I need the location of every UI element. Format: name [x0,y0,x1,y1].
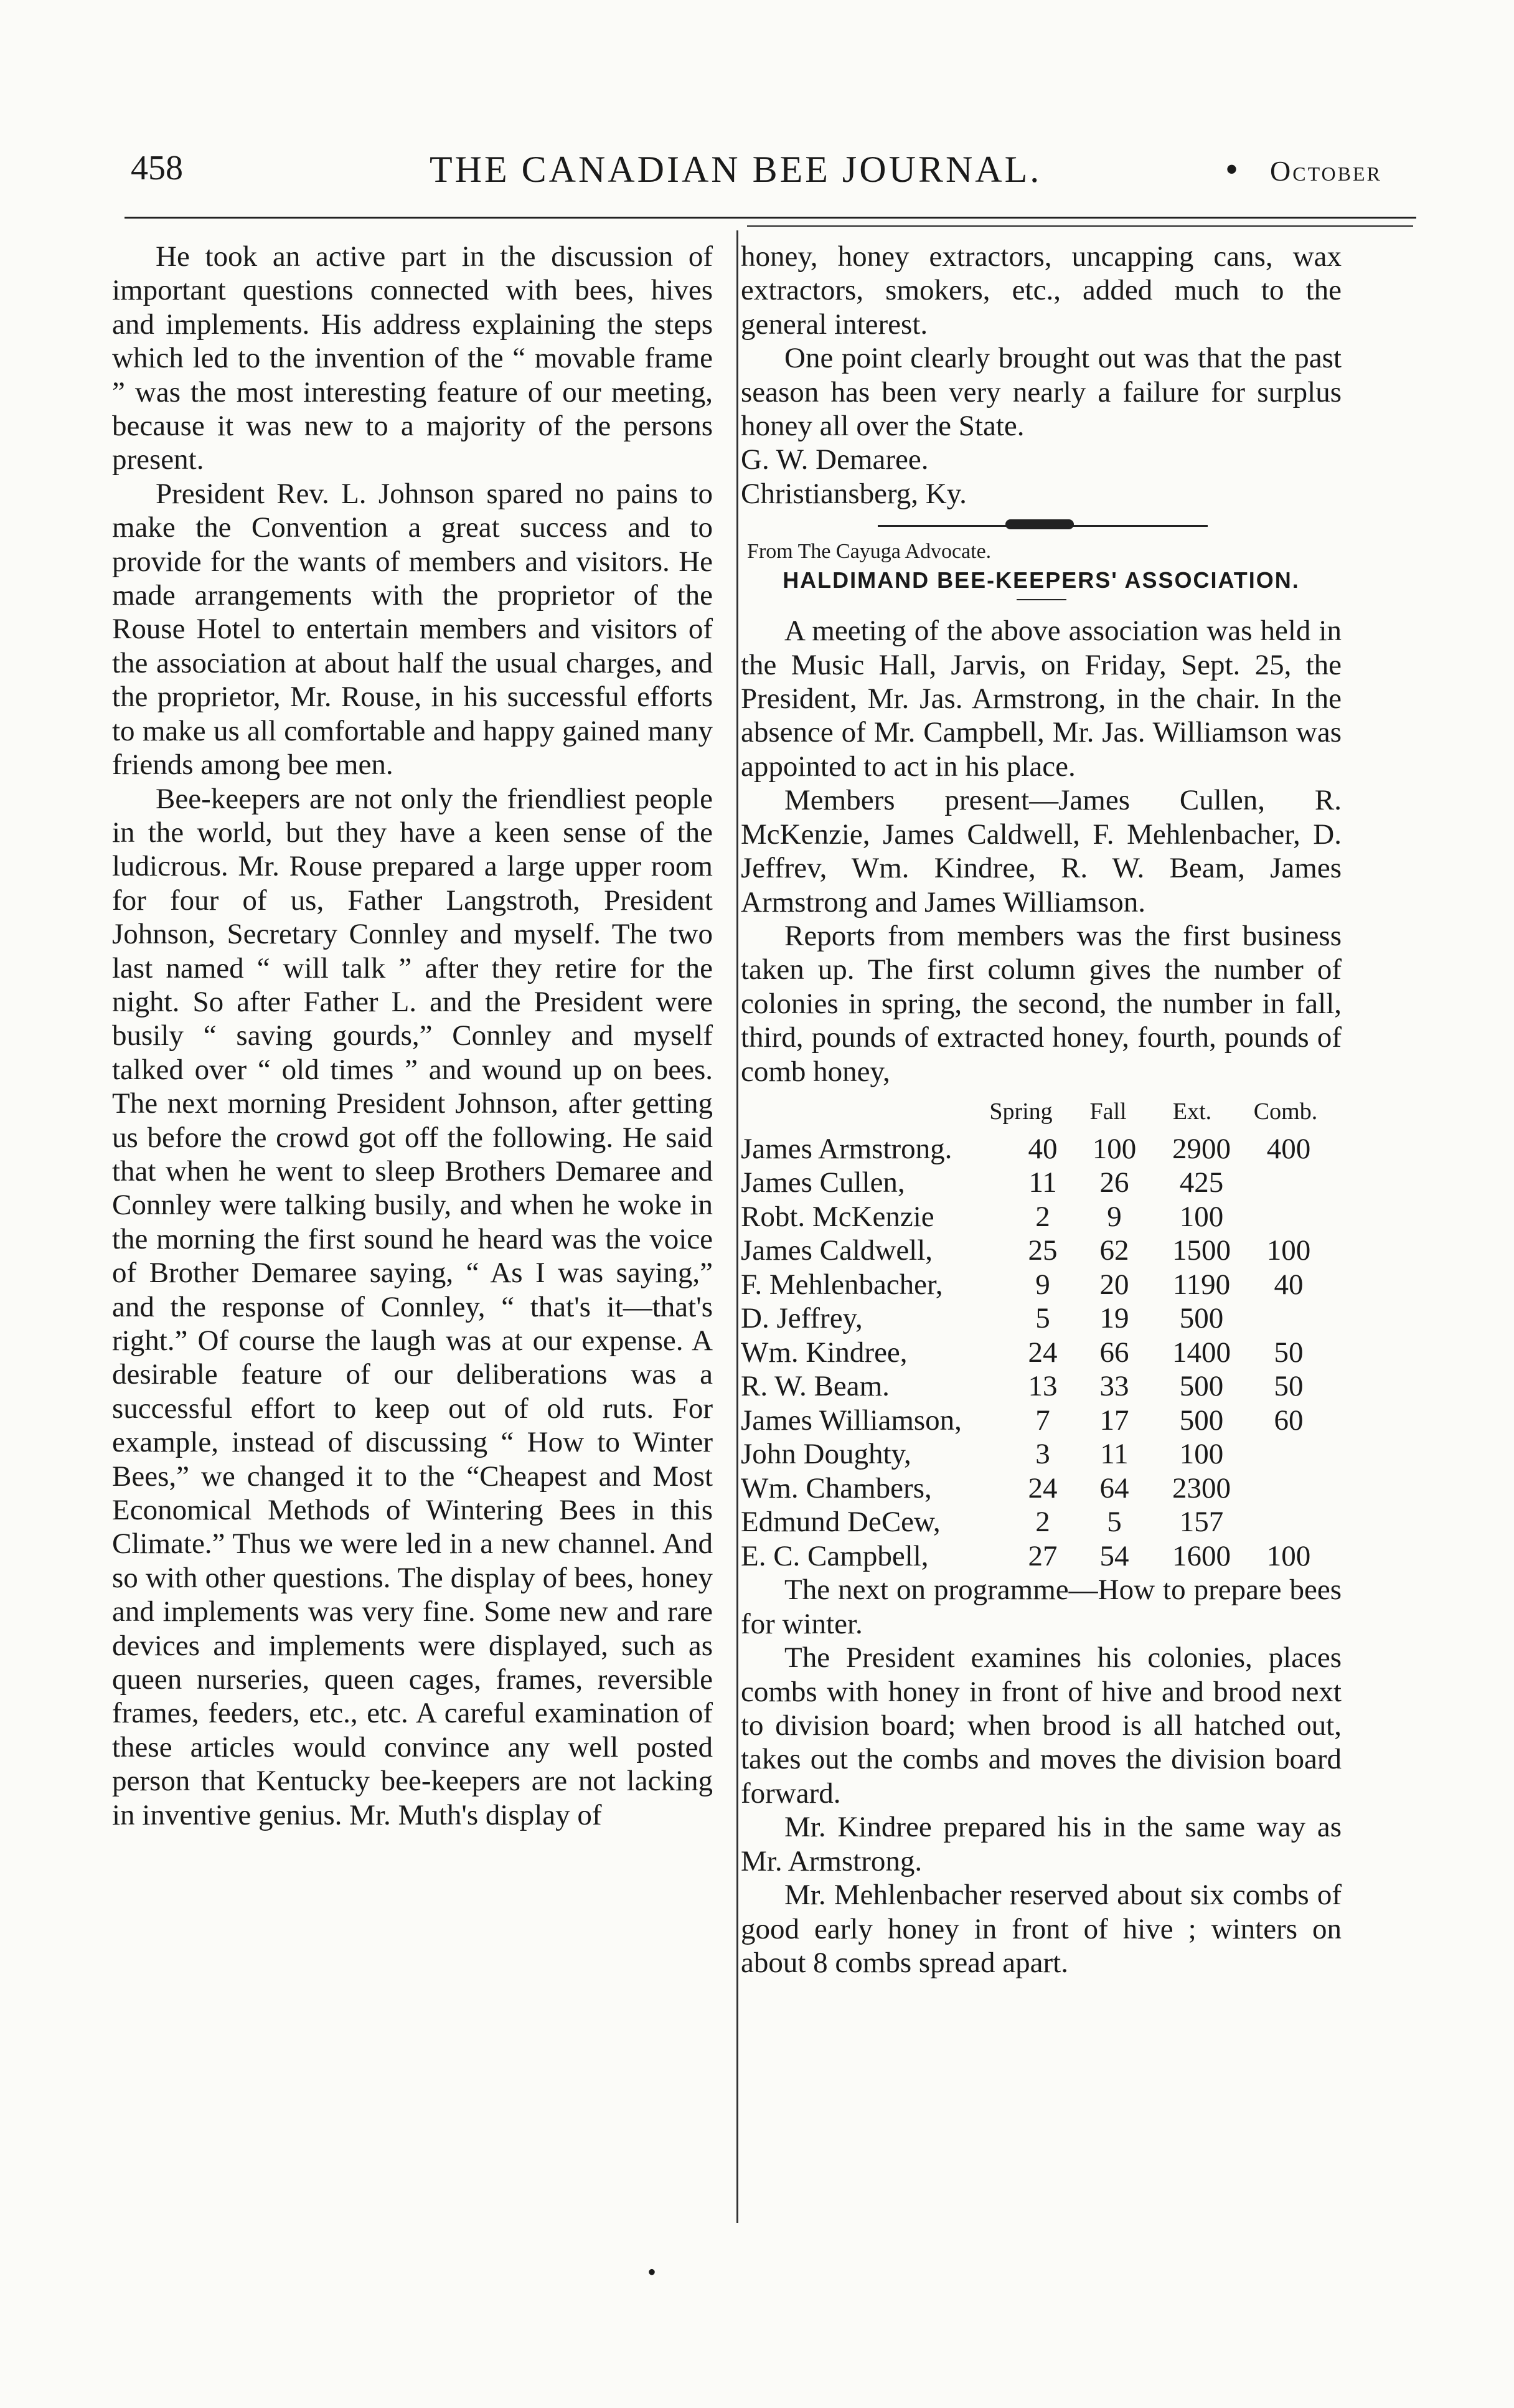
table-cell-fall: 100 [1092,1132,1137,1165]
page-header [131,148,1413,204]
table-body [741,1132,1342,1574]
colony-report-table [741,1095,1342,1574]
table-row [741,1505,1342,1539]
table-cell-spring: 3 [1035,1438,1050,1471]
table-cell-comb: 400 [1266,1132,1311,1165]
table-row [741,1369,1342,1404]
table-cell-name: R. W. Beam. [741,1370,890,1403]
issue-month: October [1270,155,1382,187]
table-cell-fall: 5 [1107,1506,1122,1539]
table-cell-name: James Williamson, [741,1404,962,1437]
left-column [112,240,713,1832]
table-cell-spring: 40 [1028,1132,1058,1165]
table-cell-fall: 62 [1099,1234,1129,1267]
column-divider [736,230,738,2223]
paragraph: One point clearly brought out was that the past season has been very nearly a failure for surplus honey all over the State. [741,342,1342,443]
table-cell-ext: 1400 [1172,1336,1231,1369]
table-cell-name: Wm. Kindree, [741,1336,908,1369]
table-cell-comb: 100 [1266,1539,1311,1572]
table-cell-spring: 2 [1035,1200,1050,1233]
header-extracted: Ext. [1172,1098,1212,1125]
table-cell-spring: 27 [1028,1539,1058,1572]
table-cell-fall: 9 [1107,1200,1122,1233]
paragraph-continuation: honey, honey extractors, uncapping cans, wax extractors, smokers, etc., added much to the general interest. [741,240,1342,341]
table-cell-spring: 2 [1035,1506,1050,1539]
table-cell-name: D. Jeffrey, [741,1302,863,1335]
table-cell-ext: 1500 [1172,1234,1231,1267]
paragraph: A meeting of the above association was held in the Music Hall, Jarvis, on Friday, Sept. 25, the President, Mr. Jas. Armstrong, in the chair. In the absence of Mr. Campbell, Mr. Jas. Williamson was appointed to act in his place. [741,615,1342,783]
footer-dot: • [647,2258,657,2286]
table-cell-fall: 54 [1099,1539,1129,1572]
table-cell-spring: 24 [1028,1336,1058,1369]
table-cell-comb: 50 [1274,1336,1304,1369]
paragraph: The President examines his colonies, places combs with honey in front of hive and brood next to division board; when brood is all hatched out, takes out the combs and moves the division board forward. [741,1641,1342,1810]
table-cell-name: James Cullen, [741,1166,905,1199]
table-cell-fall: 11 [1100,1438,1129,1471]
table-cell-ext: 2300 [1172,1471,1231,1504]
table-cell-fall: 26 [1099,1166,1129,1199]
table-cell-fall: 20 [1099,1268,1129,1301]
table-cell-ext: 1600 [1172,1539,1231,1572]
page-number: 458 [131,149,183,187]
header-spring: Spring [989,1098,1053,1125]
table-cell-ext: 157 [1179,1506,1224,1539]
table-cell-ext: 500 [1179,1370,1224,1403]
section-ornament-rule [878,518,1208,533]
header-dot: • [1225,149,1239,190]
table-cell-name: Edmund DeCew, [741,1506,941,1539]
table-row [741,1200,1342,1234]
table-row [741,1234,1342,1268]
header-rule [125,217,1416,219]
right-column [741,240,1342,1980]
table-row [741,1336,1342,1370]
table-row [741,1268,1342,1302]
header-comb: Comb. [1253,1098,1318,1125]
table-cell-spring: 11 [1028,1166,1057,1199]
paragraph: Mr. Kindree prepared his in the same way as Mr. Armstrong. [741,1811,1342,1877]
table-cell-ext: 1190 [1172,1268,1231,1301]
table-cell-fall: 66 [1099,1336,1129,1369]
table-cell-fall: 19 [1099,1302,1129,1335]
table-cell-name: James Caldwell, [741,1234,933,1267]
paragraph: Members present—James Cullen, R. McKenzie, James Caldwell, F. Mehlenbacher, D. Jeffrev, Wm. Kindree, R. W. Beam, James Armstrong and James Williamson. [741,784,1342,918]
author-signature: G. W. Demaree. [741,443,929,476]
table-row [741,1471,1342,1506]
heading-rule [1017,599,1066,600]
table-cell-ext: 100 [1179,1200,1224,1233]
table-cell-ext: 500 [1179,1302,1224,1335]
table-cell-name: F. Mehlenbacher, [741,1268,943,1301]
table-cell-spring: 13 [1028,1370,1058,1403]
paragraph: He took an active part in the discussion of important questions connected with bees, hives and implements. His address explaining the steps which led to the invention of the “ movable frame ” was the most interesting feature of our meeting, because it was new to a majority of the persons present. [112,240,713,476]
table-cell-name: Wm. Chambers, [741,1471,932,1504]
table-row [741,1404,1342,1438]
paragraph: Mr. Mehlenbacher reserved about six combs of good early honey in front of hive ; winters on about 8 combs spread apart. [741,1879,1342,1979]
table-cell-name: John Doughty, [741,1438,911,1471]
journal-title: THE CANADIAN BEE JOURNAL. [430,149,1042,190]
table-cell-fall: 17 [1099,1404,1129,1437]
table-cell-spring: 7 [1035,1404,1050,1437]
header-rule-secondary [747,225,1413,227]
source-credit: From The Cayuga Advocate. [747,540,992,564]
header-fall: Fall [1089,1098,1127,1125]
table-cell-name: James Armstrong. [741,1132,952,1165]
table-cell-spring: 9 [1035,1268,1050,1301]
table-cell-ext: 2900 [1172,1132,1231,1165]
table-cell-ext: 425 [1179,1166,1224,1199]
paragraph: President Rev. L. Johnson spared no pains to make the Convention a great success and to provide for the wants of members and visitors. He made arrangements with the proprietor of the Rouse Hotel to entertain members and visitors of the association at about half the usual charges, and the proprietor, Mr. Rouse, in his successful efforts to make us all comfortable and happy gained many friends among bee men. [112,477,713,781]
paragraph: Bee-keepers are not only the friendliest people in the world, but they have a keen sense of the ludicrous. Mr. Rouse prepared a large upper room for four of us, Father Langstroth, President Johnson, Secretary Connley and myself. The two last named “ will talk ” after they retire for the night. So after Father L. and the President were busily “ saving gourds,” Connley and myself talked over “ old times ” and wound up on bees. The next morning President Johnson, after getting us before the crowd got off the following. He said that when he went to sleep Brothers Demaree and Connley were talking busily, and when he woke in the morning the first sound he heard was the voice of Brother Demaree saying, “ As I was saying,” and the response of Connley, “ that's it—that's right.” Of course the laugh was at our expense. A desirable feature of our deliberations was a successful effort to keep out of old ruts. For example, instead of discussing “ How to Winter Bees,” we changed it to the “Cheapest and Most Economical Methods of Wintering Bees in this Climate.” Thus we were led in a new channel. And so with other questions. The display of bees, honey and implements was very fine. Some new and rare devices and implements were displayed, such as queen nurseries, queen cages, frames, reversible frames, feeders, etc., etc. A careful examination of these articles would convince any well posted person that Kentucky bee-keepers are not lacking in inventive genius. Mr. Muth's display of [112,782,713,1831]
table-cell-comb: 100 [1266,1234,1311,1267]
table-cell-fall: 64 [1099,1471,1129,1504]
table-cell-spring: 5 [1035,1302,1050,1335]
table-row [741,1301,1342,1336]
table-row [741,1132,1342,1166]
table-cell-comb: 60 [1274,1404,1304,1437]
table-header-row [741,1095,1342,1132]
table-cell-name: E. C. Campbell, [741,1539,929,1572]
paragraph: The next on programme—How to prepare bees for winter. [741,1574,1342,1640]
table-cell-comb: 40 [1274,1268,1304,1301]
table-cell-name: Robt. McKenzie [741,1200,934,1233]
table-cell-spring: 25 [1028,1234,1058,1267]
author-place: Christiansberg, Ky. [741,477,967,510]
table-row [741,1166,1342,1200]
table-cell-ext: 100 [1179,1438,1224,1471]
table-cell-ext: 500 [1179,1404,1224,1437]
paragraph: Reports from members was the first business taken up. The first column gives the number of colonies in spring, the second, the number in fall, third, pounds of extracted honey, fourth, pounds of comb honey, [741,919,1342,1088]
article-heading: HALDIMAND BEE-KEEPERS' ASSOCIATION. [783,567,1300,593]
table-row [741,1437,1342,1471]
table-cell-fall: 33 [1099,1370,1129,1403]
table-row [741,1539,1342,1574]
table-cell-spring: 24 [1028,1471,1058,1504]
table-cell-comb: 50 [1274,1370,1304,1403]
